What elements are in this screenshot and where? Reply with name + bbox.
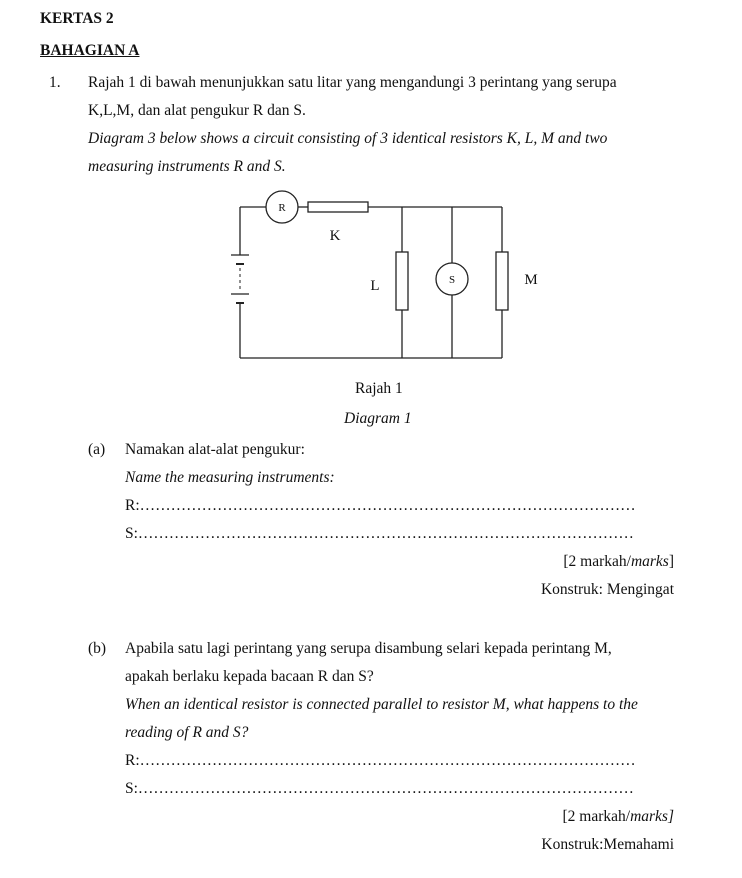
part-b-question-en-line2: reading of R and S? — [125, 724, 249, 741]
part-b-question-ms-line1: Apabila satu lagi perintang yang serupa disambung selari kepada perintang M, — [125, 640, 612, 657]
part-b-answer-s[interactable]: S:…………………………………………………………………………………… — [125, 780, 634, 797]
resistor-m-label: M — [524, 272, 538, 288]
part-b-label: (b) — [88, 640, 107, 657]
part-a-marks: [2 markah/marks] — [563, 553, 674, 570]
part-a-construct: Konstruk: Mengingat — [540, 581, 674, 598]
part-b-construct: Konstruk:Memahami — [541, 836, 674, 853]
resistor-k-label: K — [329, 228, 341, 244]
paper-title: KERTAS 2 — [40, 10, 114, 27]
part-b-question-ms-line2: apakah berlaku kepada bacaan R dan S? — [125, 668, 374, 685]
part-a-answer-s[interactable]: S:…………………………………………………………………………………… — [125, 525, 634, 542]
question-text-ms-line2: K,L,M, dan alat pengukur R dan S. — [88, 102, 306, 119]
resistor-l-label: L — [370, 278, 380, 294]
resistor-m — [496, 252, 508, 310]
circuit-diagram — [0, 0, 742, 420]
part-b-marks: [2 markah/marks] — [562, 808, 674, 825]
resistor-k — [308, 202, 368, 212]
battery — [231, 255, 249, 303]
section-title: BAHAGIAN A — [40, 42, 140, 59]
resistor-l — [396, 252, 408, 310]
question-number: 1. — [49, 74, 61, 91]
part-a-question-en: Name the measuring instruments: — [125, 469, 335, 486]
part-a-answer-r[interactable]: R:…………………………………………………………………………………… — [125, 497, 636, 514]
meter-r-label: R — [278, 202, 286, 214]
question-text-ms-line1: Rajah 1 di bawah menunjukkan satu litar yang mengandungi 3 perintang yang serupa — [88, 74, 617, 91]
part-b-answer-r[interactable]: R:…………………………………………………………………………………… — [125, 752, 636, 769]
question-text-en-line2: measuring instruments R and S. — [88, 158, 286, 175]
part-a-label: (a) — [88, 441, 106, 458]
part-a-question-ms: Namakan alat-alat pengukur: — [125, 441, 305, 458]
question-text-en-line1: Diagram 3 below shows a circuit consisting of 3 identical resistors K, L, M and two — [88, 130, 608, 147]
meter-s-label: S — [448, 274, 456, 286]
part-b-question-en-line1: When an identical resistor is connected parallel to resistor M, what happens to the — [125, 696, 638, 713]
diagram-caption-en: Diagram 1 — [344, 410, 412, 427]
diagram-caption-ms: Rajah 1 — [355, 380, 403, 397]
